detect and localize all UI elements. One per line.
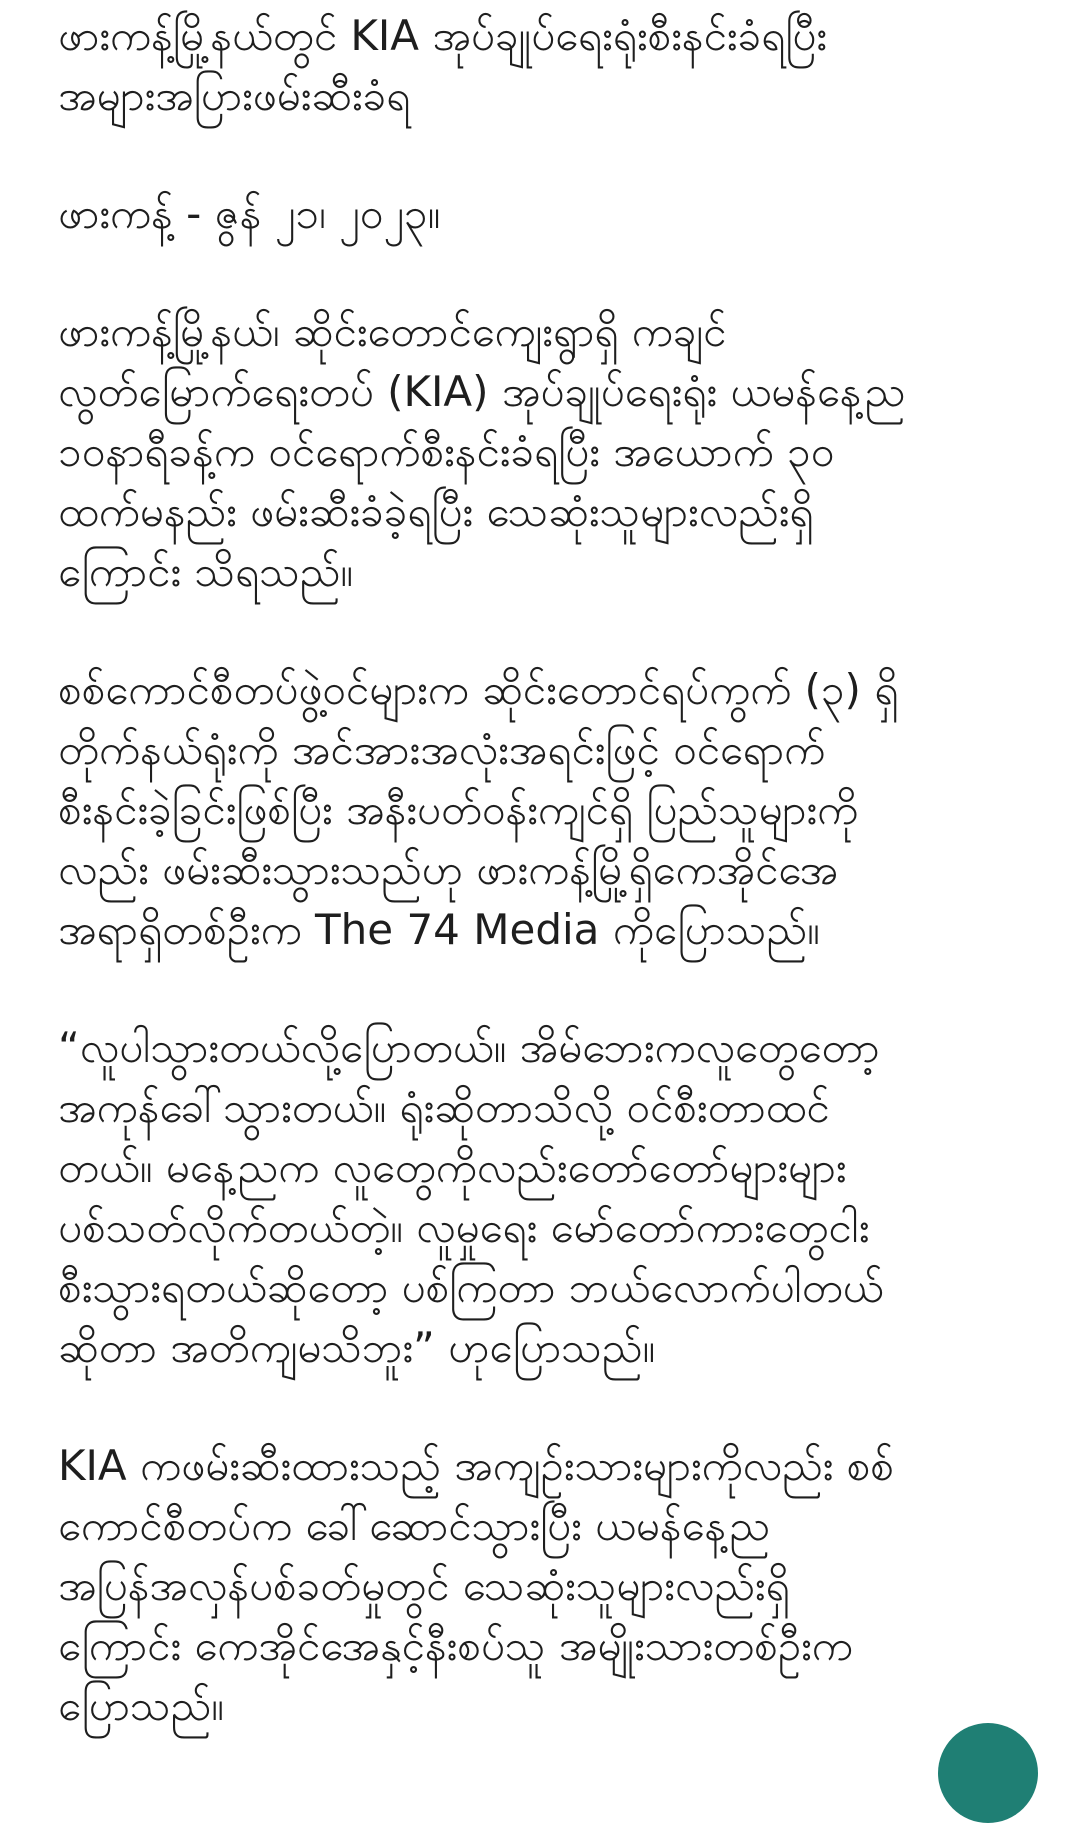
article-paragraph: ဖားကန့်မြို့နယ်၊ ဆိုင်းတောင်ကျေးရွာရှိ ကချင် လွတ်မြောက်ရေးတပ် (KIA) အုပ်ချုပ်ရေးရုံး ယမန်နေ့ည ၁၀နာရီခန့်က ဝင်ရောက်စီးနင်းခံရပြီး အယောက် ၃၀ ထက်မနည်း ဖမ်းဆီးခံခဲ့ရပြီး သေဆုံးသူများလည်းရှိ ကြောင်း သိရသည်။ — [58, 307, 906, 596]
article-paragraph: KIA ကဖမ်းဆီးထားသည့် အကျဉ်းသားများကိုလည်း စစ် ကောင်စီတပ်က ခေါ်ဆောင်သွားပြီး ယမန်နေ့ည အပြန်အလှန်ပစ်ခတ်မှုတွင် သေဆုံးသူများလည်းရှိ ကြောင်း ကေအိုင်အေနှင့်နီးစပ်သူ အမျိုးသားတစ်ဦးက ပြောသည်။ — [58, 1441, 894, 1730]
article-headline: ဖားကန့်မြို့နယ်တွင် KIA အုပ်ချုပ်ရေးရုံးစီးနင်းခံရပြီး အများအပြားဖမ်းဆီးခံရ — [58, 11, 827, 120]
article-paragraph: စစ်ကောင်စီတပ်ဖွဲ့ဝင်များက ဆိုင်းတောင်ရပ်ကွက် (၃) ရှိ တိုက်နယ်ရုံးကို အင်အားအလုံးအရင်းဖြင့် ဝင်ရောက် စီးနင်းခဲ့ခြင်းဖြစ်ပြီး အနီးပတ်ဝန်းကျင်ရှိ ပြည်သူများကို လည်း ဖမ်းဆီးသွားသည်ဟု ဖားကန့်မြို့ရှိကေအိုင်အေ အရာရှိတစ်ဦးက The 74 Media ကိုပြောသည်။ — [58, 665, 899, 954]
article-dateline: ဖားကန့် - ဇွန် ၂၁၊ ၂၀၂၃။ — [58, 189, 441, 238]
article-body — [58, 6, 1038, 1736]
article-quote-paragraph: “လူပါသွားတယ်လို့ပြောတယ်။ အိမ်ဘေးကလူတွေတော့ အကုန်ခေါ်သွားတယ်။ ရုံးဆိုတာသိလို့ ဝင်စီးတာထင် တယ်။ မနေ့ညက လူတွေကိုလည်းတော်တော်များများ ပစ်သတ်လိုက်တယ်တဲ့။ လူမှုရေး မော်တော်ကားတွေငါး စီးသွားရတယ်ဆိုတော့ ပစ်ကြတာ ဘယ်လောက်ပါတယ် ဆိုတာ အတိကျမသိဘူး” ဟုပြောသည်။ — [58, 1023, 884, 1372]
floating-action-button[interactable] — [938, 1723, 1038, 1823]
